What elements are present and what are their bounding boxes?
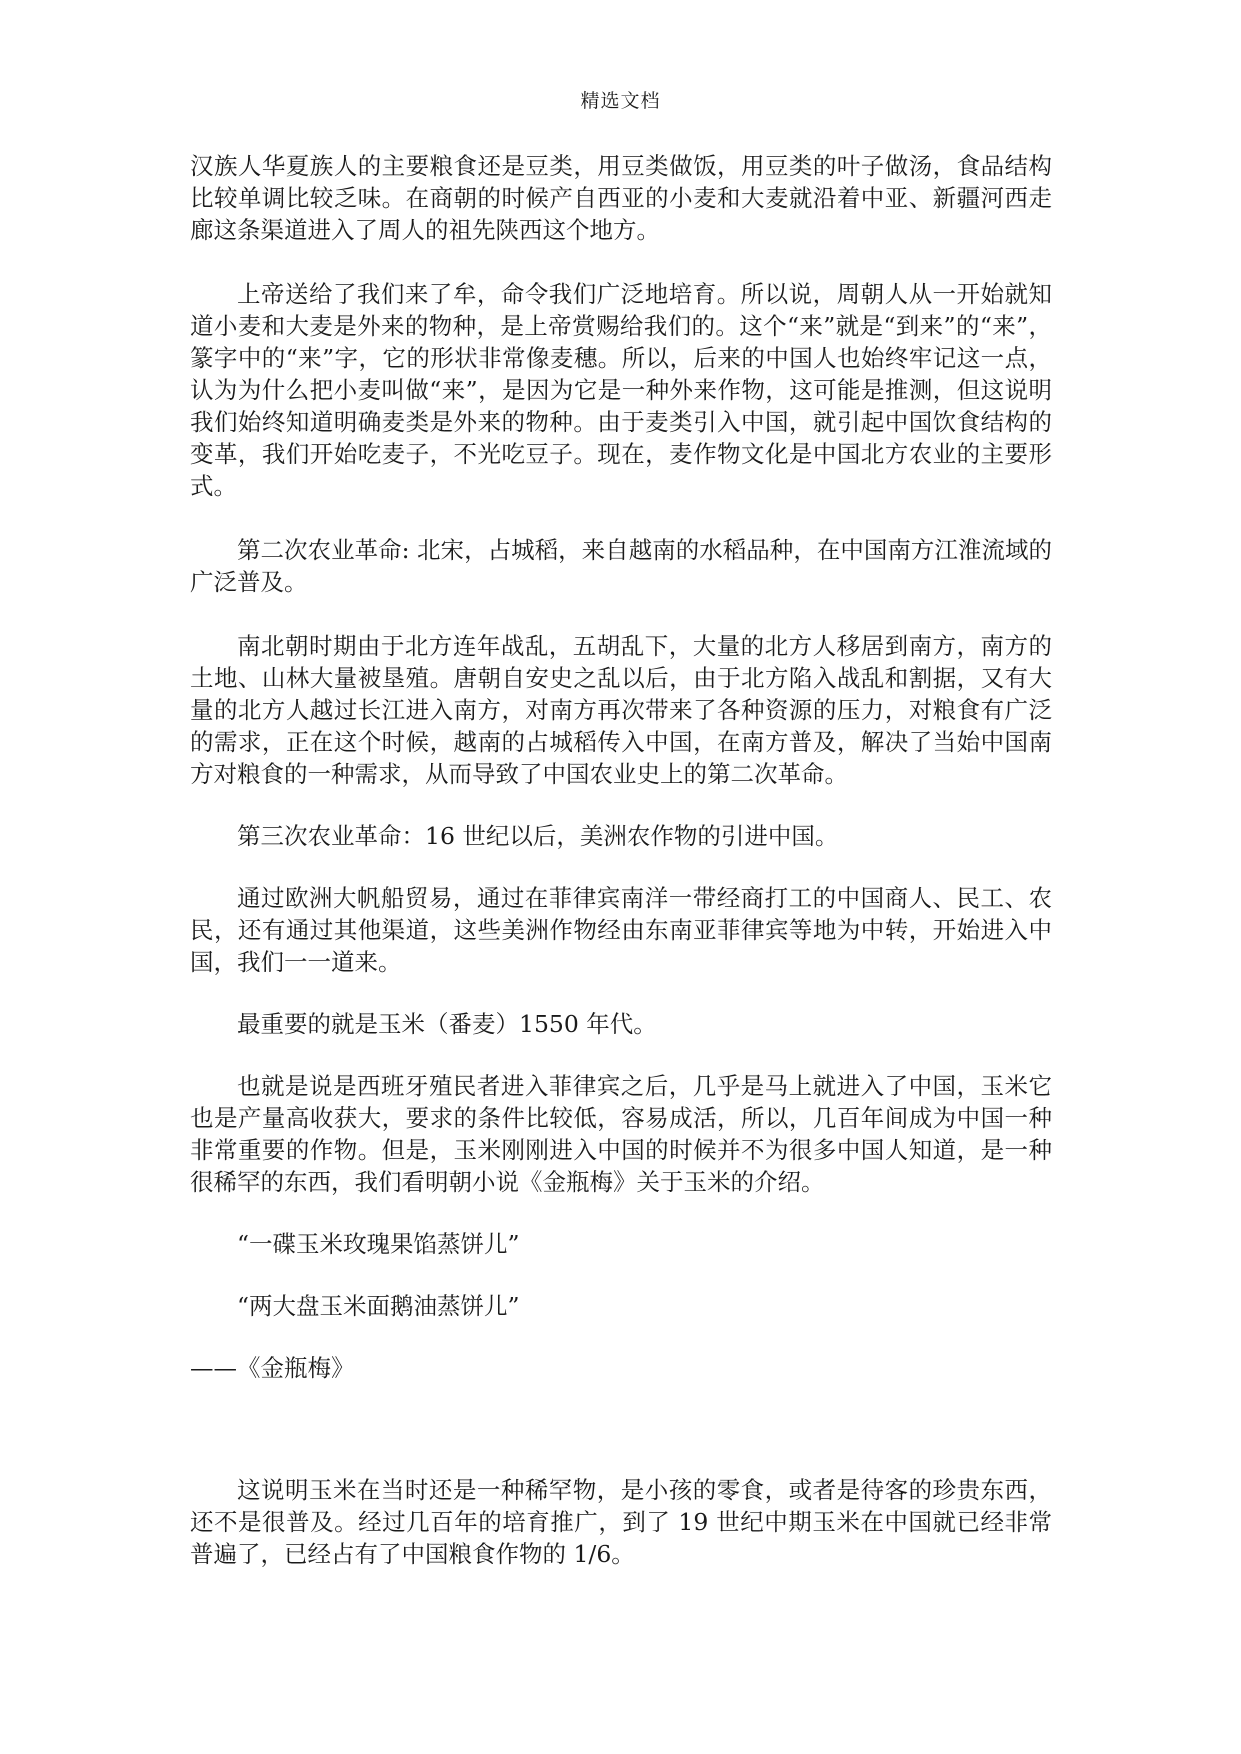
paragraph: 第三次农业革命：16 世纪以后，美洲农作物的引进中国。: [237, 822, 839, 850]
quotation: “一碟玉米玫瑰果馅蒸饼儿”: [237, 1230, 520, 1258]
paragraph: 上帝送给了我们来了牟，命令我们广泛地培育。所以说，周朝人从一开始就知道小麦和大麦是外来的物种，是上帝赏赐给我们的。这个“来”就是“到来”的“来”，篆字中的“来”字，它的形状非常像麦穗。所以，后来的中国人也始终牢记这一点，认为为什么把小麦叫做“来”，是因为它是一种外来作物，这可能是推测，但这说明我们始终知道明确麦类是外来的物种。由于麦类引入中国，就引起中国饮食结构的变革，我们开始吃麦子，不光吃豆子。现在，麦作物文化是中国北方农业的主要形式。: [190, 280, 1052, 500]
document-body: [190, 150, 1052, 1570]
paragraph: 南北朝时期由于北方连年战乱，五胡乱下，大量的北方人移居到南方，南方的土地、山林大量被垦殖。唐朝自安史之乱以后，由于北方陷入战乱和割据，又有大量的北方人越过长江进入南方，对南方再次带来了各种资源的压力，对粮食有广泛的需求，正在这个时候，越南的占城稻传入中国，在南方普及，解决了当始中国南方对粮食的一种需求，从而导致了中国农业史上的第二次革命。: [190, 632, 1052, 788]
paragraph: 也就是说是西班牙殖民者进入菲律宾之后，几乎是马上就进入了中国，玉米它也是产量高收获大，要求的条件比较低，容易成活，所以，几百年间成为中国一种非常重要的作物。但是，玉米刚刚进入中国的时候并不为很多中国人知道，是一种很稀罕的东西，我们看明朝小说《金瓶梅》关于玉米的介绍。: [190, 1072, 1052, 1196]
paragraph: 汉族人华夏族人的主要粮食还是豆类，用豆类做饭，用豆类的叶子做汤，食品结构比较单调比较乏味。在商朝的时候产自西亚的小麦和大麦就沿着中亚、新疆河西走廊这条渠道进入了周人的祖先陕西这个地方。: [190, 152, 1052, 244]
page-header: 精选文档: [580, 90, 661, 112]
paragraph: 这说明玉米在当时还是一种稀罕物，是小孩的零食，或者是待客的珍贵东西，还不是很普及。经过几百年的培育推广，到了 19 世纪中期玉米在中国就已经非常普遍了，已经占有了中国粮食作物的 1/6。: [190, 1476, 1052, 1568]
paragraph: 第二次农业革命: 北宋，占城稻，来自越南的水稻品种，在中国南方江淮流域的广泛普及。: [190, 536, 1052, 596]
quotation-source: ——《金瓶梅》: [190, 1354, 355, 1382]
paragraph: 通过欧洲大帆船贸易，通过在菲律宾南洋一带经商打工的中国商人、民工、农民，还有通过其他渠道，这些美洲作物经由东南亚菲律宾等地为中转，开始进入中国，我们一一道来。: [190, 884, 1052, 976]
paragraph: 最重要的就是玉米（番麦）1550 年代。: [237, 1010, 657, 1038]
quotation: “两大盘玉米面鹅油蒸饼儿”: [237, 1292, 520, 1320]
